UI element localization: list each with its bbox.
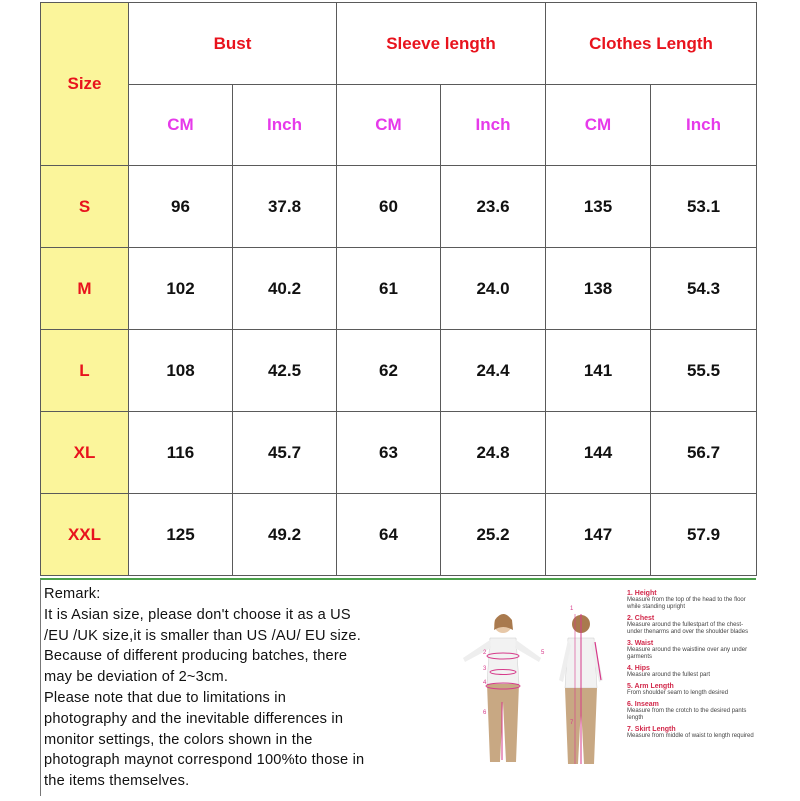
- legend-item: 1. Height Measure from the top of the head to the floor while standing upright: [627, 590, 746, 610]
- value-cell: 138: [546, 248, 651, 330]
- remark-text: [44, 584, 440, 792]
- value-cell: 125: [129, 494, 233, 576]
- remark-heading: Remark:: [44, 586, 101, 602]
- clothes-length-header: Clothes Length: [546, 3, 757, 85]
- measurement-figure-illustration: [443, 584, 627, 796]
- remark-line: may be deviation of 2~3cm.: [44, 669, 229, 686]
- bust-header: Bust: [129, 3, 337, 85]
- size-cell: M: [41, 248, 129, 330]
- table-row: [41, 248, 757, 330]
- marker-label: 2: [483, 650, 487, 656]
- value-cell: 64: [337, 494, 441, 576]
- legend-item: 3. Waist Measure around the waistline over any under garments: [627, 640, 748, 660]
- remark-line: monitor settings, the colors shown in the: [44, 731, 313, 748]
- value-cell: 56.7: [651, 412, 757, 494]
- marker-label: 4: [483, 680, 487, 686]
- legend-item: 5. Arm Length From shoulder seam to length desired: [627, 683, 729, 696]
- size-cell: XL: [41, 412, 129, 494]
- value-cell: 24.4: [441, 330, 546, 412]
- legend-item: 2. Chest Measure around the fullestpart of the chest-under thenarms and over the shoulder blades: [627, 615, 749, 635]
- marker-label: 7: [570, 720, 574, 726]
- size-cell: S: [41, 166, 129, 248]
- remark-line: /EU /UK size,it is smaller than US /AU/ EU size.: [44, 627, 361, 644]
- marker-label: 6: [483, 710, 487, 716]
- unit-header: CM: [337, 85, 441, 166]
- remark-line: Because of different producing batches, there: [44, 648, 348, 665]
- remark-line: It is Asian size, please don't choose it as a US: [44, 606, 351, 623]
- value-cell: 62: [337, 330, 441, 412]
- value-cell: 23.6: [441, 166, 546, 248]
- remark-section: [40, 578, 756, 796]
- size-header: Size: [41, 3, 129, 166]
- table-row: [41, 494, 757, 576]
- unit-header: Inch: [233, 85, 337, 166]
- remark-line: Please note that due to limitations in: [44, 689, 287, 706]
- value-cell: 40.2: [233, 248, 337, 330]
- value-cell: 144: [546, 412, 651, 494]
- unit-header: Inch: [651, 85, 757, 166]
- sleeve-length-header: Sleeve length: [337, 3, 546, 85]
- marker-label: 3: [483, 666, 487, 672]
- value-cell: 96: [129, 166, 233, 248]
- remark-line: the items themselves.: [44, 773, 190, 790]
- value-cell: 63: [337, 412, 441, 494]
- legend-item: 7. Skirt Length Measure from middle of waist to length required: [627, 726, 754, 739]
- size-cell: L: [41, 330, 129, 412]
- remark-line: photography and the inevitable differences in: [44, 710, 344, 727]
- value-cell: 45.7: [233, 412, 337, 494]
- value-cell: 25.2: [441, 494, 546, 576]
- measurement-guide-figure: [443, 584, 755, 796]
- size-chart-table: [40, 2, 757, 576]
- value-cell: 116: [129, 412, 233, 494]
- marker-label: 1: [570, 606, 574, 612]
- unit-header: CM: [546, 85, 651, 166]
- value-cell: 37.8: [233, 166, 337, 248]
- value-cell: 53.1: [651, 166, 757, 248]
- table-row: [41, 330, 757, 412]
- value-cell: 147: [546, 494, 651, 576]
- value-cell: 141: [546, 330, 651, 412]
- value-cell: 135: [546, 166, 651, 248]
- unit-header: Inch: [441, 85, 546, 166]
- measurement-legend: [627, 590, 757, 744]
- value-cell: 54.3: [651, 248, 757, 330]
- table-row: [41, 166, 757, 248]
- value-cell: 61: [337, 248, 441, 330]
- value-cell: 42.5: [233, 330, 337, 412]
- remark-line: photograph maynot correspond 100%to those in: [44, 752, 365, 769]
- value-cell: 102: [129, 248, 233, 330]
- value-cell: 55.5: [651, 330, 757, 412]
- size-cell: XXL: [41, 494, 129, 576]
- unit-header: CM: [129, 85, 233, 166]
- value-cell: 24.8: [441, 412, 546, 494]
- back-figure: [559, 614, 603, 764]
- legend-item: 6. Inseam Measure from the crotch to the desired pants length: [627, 701, 747, 721]
- value-cell: 60: [337, 166, 441, 248]
- value-cell: 49.2: [233, 494, 337, 576]
- value-cell: 108: [129, 330, 233, 412]
- marker-label: 5: [541, 650, 545, 656]
- value-cell: 24.0: [441, 248, 546, 330]
- value-cell: 57.9: [651, 494, 757, 576]
- front-figure: [463, 614, 541, 762]
- table-row: [41, 412, 757, 494]
- legend-item: 4. Hips Measure around the fullest part: [627, 665, 711, 678]
